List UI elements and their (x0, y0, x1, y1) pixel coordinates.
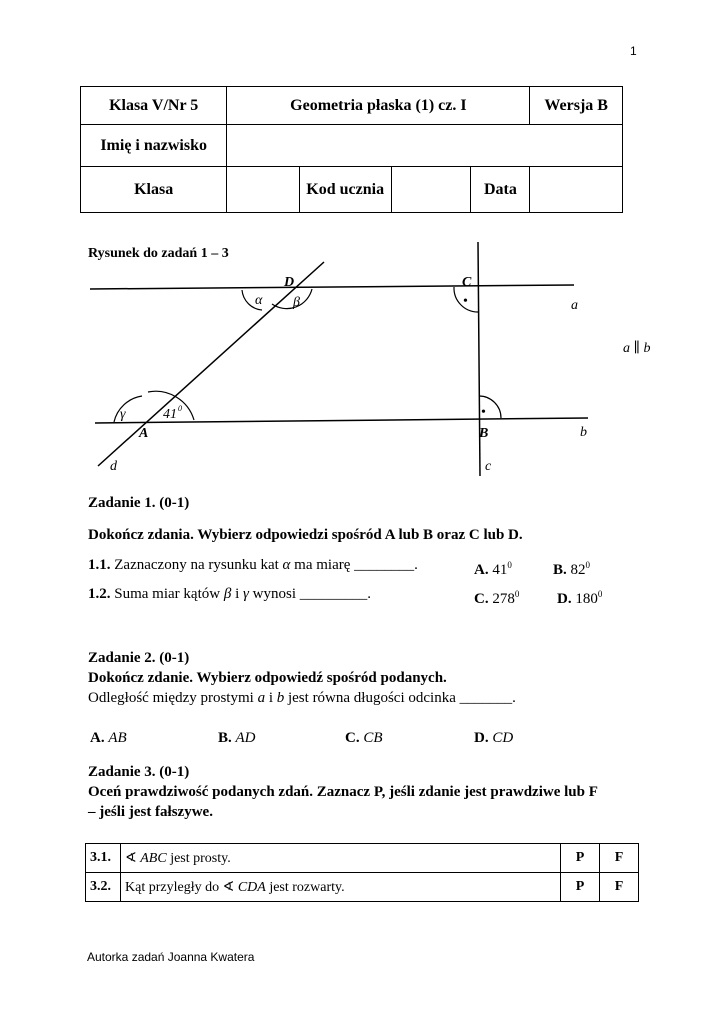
angle-symbol: ∢ (222, 879, 235, 895)
statement-text: jest rozwarty. (269, 879, 345, 895)
label-alpha: α (255, 293, 263, 308)
q2-option-d-letter: D. (557, 591, 572, 607)
task2-option-b-value: AD (235, 730, 256, 746)
footer-author: Autorka zadań Joanna Kwatera (87, 950, 255, 964)
q2-symbol-gamma: γ (242, 586, 249, 602)
true-option[interactable]: P (561, 873, 600, 902)
task2-option-d[interactable] (474, 729, 513, 747)
q2-option-d[interactable] (557, 585, 602, 608)
arc-beta (272, 289, 312, 309)
name-label-cell: Imię i nazwisko (81, 125, 227, 167)
angle-name: CDA (237, 879, 266, 895)
task2-option-c-letter: C. (345, 730, 360, 746)
arc-gamma (114, 396, 142, 422)
task2-text-post: jest równa długości odcinka _______. (287, 690, 516, 706)
task1-q2 (88, 585, 371, 603)
angle-name: ABC (140, 850, 167, 866)
task2-instruction: Dokończ zdanie. Wybierz odpowiedź spośród podanych. (88, 670, 447, 686)
true-false-table (85, 843, 639, 902)
code-label-cell: Kod ucznia (299, 167, 391, 213)
label-D: D (284, 275, 295, 290)
version-cell: Wersja B (530, 87, 623, 125)
line-d (98, 262, 324, 466)
row-number: 3.1. (86, 844, 121, 873)
q1-symbol: α (282, 557, 291, 573)
task2-question (88, 689, 516, 707)
task2-option-c-value: CB (363, 730, 383, 746)
label-gamma: γ (120, 407, 126, 422)
q2-option-c[interactable] (474, 585, 519, 608)
class-label-cell: Klasa (81, 167, 227, 213)
q1-text-pre: Zaznaczony na rysunku kat (114, 557, 279, 573)
false-option[interactable]: F (600, 873, 639, 902)
row-statement (121, 873, 561, 902)
q1-option-b-letter: B. (553, 562, 567, 578)
table-row (86, 873, 639, 902)
task3-instruction-line1: Oceń prawdziwość podanych zdań. Zaznacz P, jeśli zdanie jest prawdziwe lub F (88, 784, 598, 800)
task2-symbol-a: a (257, 690, 266, 706)
statement-text: jest prosty. (170, 850, 231, 866)
task2-text-i: i (268, 690, 273, 706)
q1-option-b-value: 82 (570, 562, 586, 578)
q1-option-b-deg: 0 (585, 560, 591, 570)
label-B: B (479, 426, 489, 441)
right-angle-dot-c: • (463, 294, 468, 309)
task1-title: Zadanie 1. (0-1) (88, 495, 190, 511)
row-number: 3.2. (86, 873, 121, 902)
q2-number: 1.2. (88, 586, 111, 602)
task2-option-a[interactable] (90, 729, 127, 747)
task2-option-b-letter: B. (218, 730, 232, 746)
task2-option-a-value: AB (108, 730, 127, 746)
statement-prefix: Kąt przyległy do (125, 879, 220, 895)
class-nr-cell: Klasa V/Nr 5 (81, 87, 227, 125)
task2-option-b[interactable] (218, 729, 256, 747)
q1-text-post: ma miarę ________. (294, 557, 418, 573)
label-c: c (485, 459, 492, 474)
q1-option-a[interactable] (474, 556, 512, 579)
parallel-note: a ∥ b (623, 341, 651, 356)
q1-number: 1.1. (88, 557, 111, 573)
q2-text-pre: Suma miar kątów (114, 586, 221, 602)
q2-text-post: wynosi _________. (252, 586, 371, 602)
geometry-figure (0, 0, 725, 500)
q1-option-a-value: 41 (492, 562, 508, 578)
task2-option-c[interactable] (345, 729, 383, 747)
task2-option-a-letter: A. (90, 730, 105, 746)
date-label-cell: Data (471, 167, 530, 213)
q2-symbol-beta: β (223, 586, 232, 602)
task2-text-pre: Odległość między prostymi (88, 690, 254, 706)
task2-option-d-value: CD (492, 730, 514, 746)
q2-option-d-deg: 0 (597, 589, 603, 599)
q2-text-mid: i (235, 586, 240, 602)
table-row (86, 844, 639, 873)
label-a: a (571, 298, 578, 313)
label-C: C (462, 275, 472, 290)
task1-q1 (88, 556, 418, 574)
row-statement (121, 844, 561, 873)
task1-instruction: Dokończ zdania. Wybierz odpowiedzi spośród A lub B oraz C lub D. (88, 527, 523, 543)
q1-option-a-deg: 0 (507, 560, 512, 570)
q2-option-c-letter: C. (474, 591, 489, 607)
q1-option-a-letter: A. (474, 562, 489, 578)
label-b: b (580, 425, 587, 440)
title-cell: Geometria płaska (1) cz. I (227, 87, 530, 125)
label-d: d (110, 459, 117, 474)
true-option[interactable]: P (561, 844, 600, 873)
right-angle-dot-b: • (481, 405, 486, 420)
task2-title: Zadanie 2. (0-1) (88, 650, 190, 666)
page-number: 1 (630, 44, 637, 58)
line-a (90, 285, 574, 289)
q2-option-c-deg: 0 (514, 589, 520, 599)
label-41-deg: 0 (178, 404, 182, 413)
figure-caption: Rysunek do zadań 1 – 3 (88, 246, 229, 261)
label-A: A (139, 426, 149, 441)
label-41: 41 (163, 407, 177, 422)
false-option[interactable]: F (600, 844, 639, 873)
task2-option-d-letter: D. (474, 730, 489, 746)
task3-instruction-line2: – jeśli jest fałszywe. (88, 804, 213, 820)
q2-option-c-value: 278 (492, 591, 515, 607)
q2-option-d-value: 180 (575, 591, 598, 607)
q1-option-b[interactable] (553, 556, 590, 579)
task2-symbol-b: b (276, 690, 285, 706)
label-beta: β (293, 295, 300, 310)
angle-symbol: ∢ (125, 850, 137, 866)
task3-title: Zadanie 3. (0-1) (88, 764, 190, 780)
